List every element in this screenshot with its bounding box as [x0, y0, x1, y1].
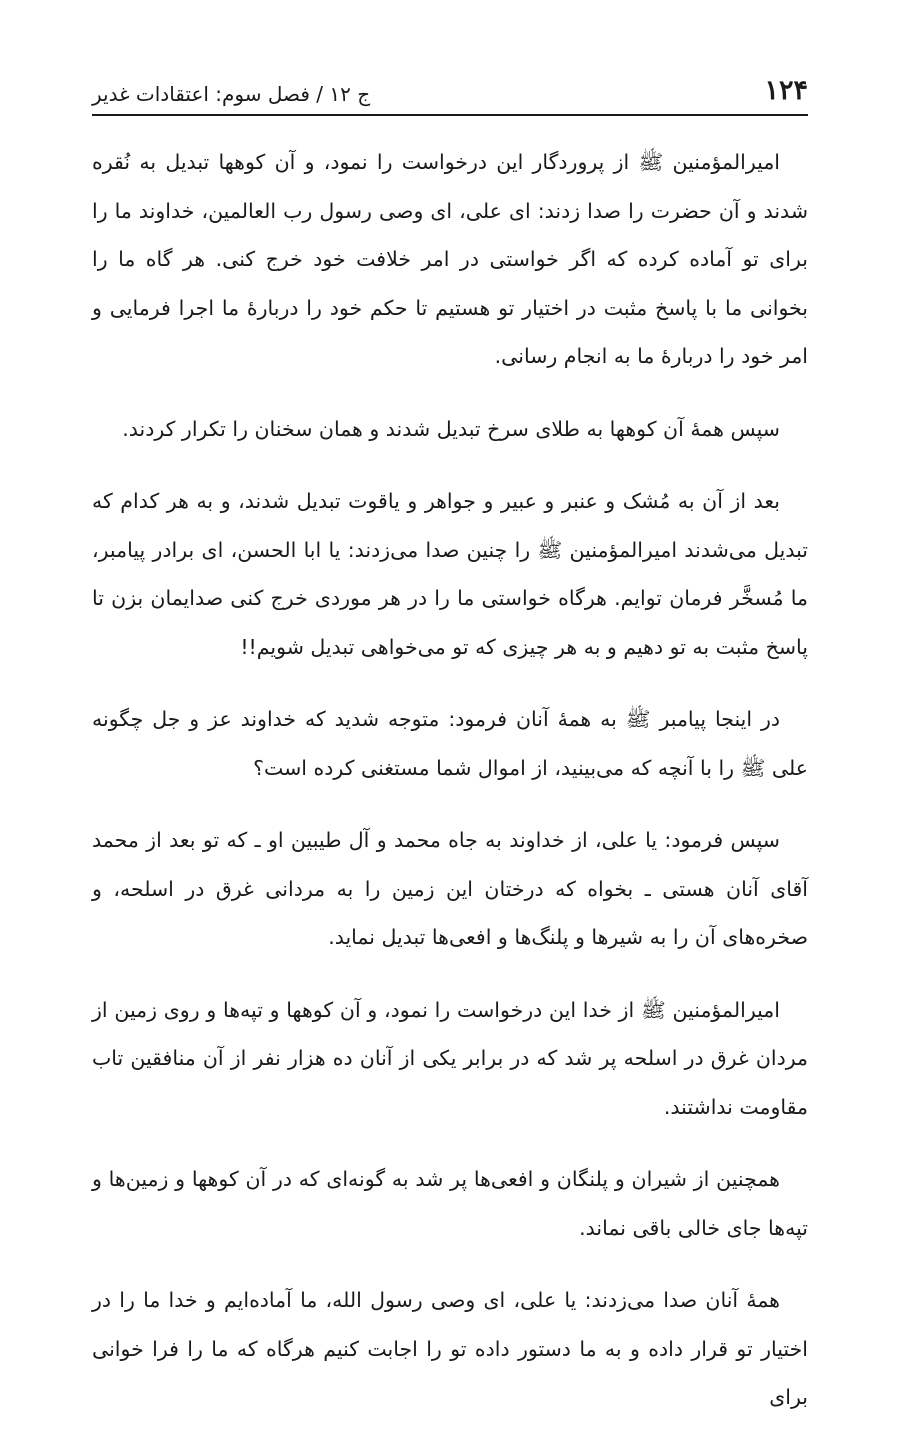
paragraph: سپس فرمود: یا علی، از خداوند به جاه محمد و آل طیبین او ـ که تو بعد از محمد آقای آنان هستی ـ بخواه که درختان این زمین را به مردانی غرق در اسلحه، و صخره‌های آن را به شیرها و پلنگ‌ها و افعی‌ها تبدیل نماید.: [92, 828, 808, 949]
paragraph: امیرالمؤمنین ﷺ از خدا این درخواست را نمود، و آن کوهها و تپه‌ها و روی زمین از مردان غرق در اسلحه پر شد که در برابر یکی از آنان ده هزار نفر از آن منافقین تاب مقاومت نداشتند.: [92, 997, 808, 1119]
running-head: ج ۱۲ / فصل سوم: اعتقادات غدیر: [92, 82, 371, 106]
paragraph: همچنین از شیران و پلنگان و افعی‌ها پر شد به گونه‌ای که در آن کوهها و زمین‌ها و تپه‌ها جای خالی باقی نماند.: [92, 1167, 808, 1240]
paragraph: در اینجا پیامبر ﷺ به همهٔ آنان فرمود: متوجه شدید که خداوند عز و جل چگونه علی ﷺ را با آنچه که می‌بینید، از اموال شما مستغنی کرده است؟: [92, 707, 808, 780]
page-body: [92, 138, 808, 1446]
paragraph: امیرالمؤمنین ﷺ از پروردگار این درخواست را نمود، و آن کوهها تبدیل به نُقره شدند و آن حضرت را صدا زدند: ای علی، ای وصی رسول رب العالمین، خداوند ما را برای تو آماده کرده که اگر خواستی در امر خلافت خود خرج کنی. هر گاه ما را بخوانی ما با پاسخ مثبت در اختیار تو هستیم تا حکم خود را دربارهٔ ما اجرا فرمایی و امر خود را دربارهٔ ما به انجام رسانی.: [92, 150, 808, 368]
paragraph: سپس همهٔ آن کوهها به طلای سرخ تبدیل شدند و همان سخنان را تکرار کردند.: [122, 416, 780, 441]
paragraph: بعد از آن به مُشک و عنبر و عبیر و جواهر و یاقوت تبدیل شدند، و به هر کدام که تبدیل می‌شدند امیرالمؤمنین ﷺ را چنین صدا می‌زدند: یا ابا الحسن، ای برادر پیامبر، ما مُسخَّر فرمان توایم. هرگاه خواستی ما را در هر موردی خرج کنی صدایمان بزن تا پاسخ مثبت به تو دهیم و به هر چیزی که تو می‌خواهی تبدیل شویم!!: [92, 489, 808, 659]
paragraph: همهٔ آنان صدا می‌زدند: یا علی، ای وصی رسول الله، ما آماده‌ایم و خدا ما را در اختیار تو قرار داده و به ما دستور داده تو را اجابت کنیم هرگاه که ما را فرا خوانی برای: [92, 1288, 808, 1409]
page-number: ۱۲۴: [764, 75, 808, 106]
page-header: [92, 60, 808, 116]
